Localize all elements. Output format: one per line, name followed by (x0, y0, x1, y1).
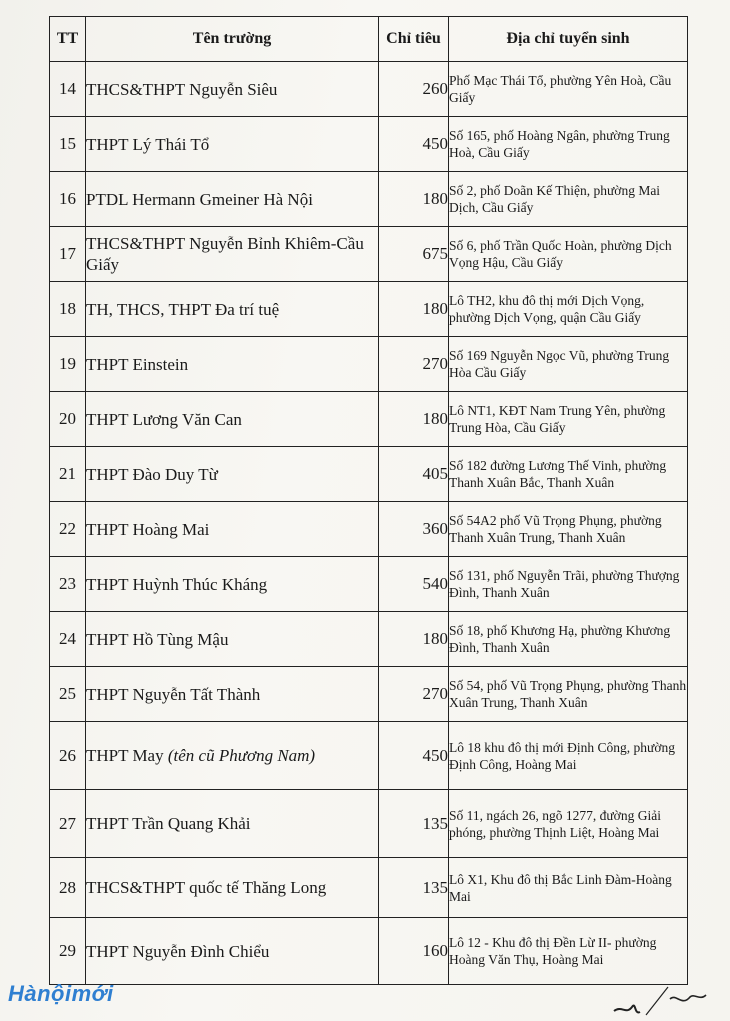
address-cell: Số 54, phố Vũ Trọng Phụng, phường Thanh Xuân Trung, Thanh Xuân (449, 667, 688, 722)
address-cell: Phố Mạc Thái Tổ, phường Yên Hoà, Cầu Giấy (449, 62, 688, 117)
table-row (50, 918, 688, 985)
address-cell: Số 11, ngách 26, ngõ 1277, đường Giải phóng, phường Thịnh Liệt, Hoàng Mai (449, 790, 688, 858)
quota-cell: 135 (379, 790, 449, 858)
row-number: 20 (50, 392, 86, 447)
quota-cell: 180 (379, 282, 449, 337)
address-cell: Số 2, phố Doãn Kế Thiện, phường Mai Dịch, Cầu Giấy (449, 172, 688, 227)
signature-mark (610, 985, 720, 1019)
header-quota: Chỉ tiêu (379, 17, 449, 62)
table-row (50, 337, 688, 392)
quota-cell: 160 (379, 918, 449, 985)
table-row (50, 557, 688, 612)
row-number: 18 (50, 282, 86, 337)
school-name: THPT Nguyễn Tất Thành (86, 684, 261, 704)
school-name: THPT Hồ Tùng Mậu (86, 629, 229, 649)
school-name: PTDL Hermann Gmeiner Hà Nội (86, 189, 313, 209)
row-number: 17 (50, 227, 86, 282)
table-header-row (50, 17, 688, 62)
table-row (50, 227, 688, 282)
row-number: 26 (50, 722, 86, 790)
school-name-cell (86, 557, 379, 612)
table-row (50, 858, 688, 918)
quota-cell: 180 (379, 392, 449, 447)
table-row (50, 502, 688, 557)
quota-cell: 675 (379, 227, 449, 282)
table-row (50, 282, 688, 337)
school-name-cell (86, 392, 379, 447)
school-name-cell (86, 227, 379, 282)
table-row (50, 62, 688, 117)
address-cell: Số 165, phố Hoàng Ngân, phường Trung Hoà, Cầu Giấy (449, 117, 688, 172)
hanoimoi-watermark-logo (8, 981, 114, 1007)
school-name: THPT Nguyễn Đình Chiểu (86, 941, 270, 961)
header-address: Địa chỉ tuyển sinh (449, 17, 688, 62)
school-name-cell (86, 918, 379, 985)
row-number: 22 (50, 502, 86, 557)
address-cell: Số 182 đường Lương Thế Vinh, phường Thanh Xuân Bắc, Thanh Xuân (449, 447, 688, 502)
school-name: THPT Huỳnh Thúc Kháng (86, 574, 268, 594)
row-number: 24 (50, 612, 86, 667)
school-name-cell (86, 502, 379, 557)
school-name: THPT Đào Duy Từ (86, 464, 218, 484)
row-number: 16 (50, 172, 86, 227)
school-name: TH, THCS, THPT Đa trí tuệ (86, 299, 280, 319)
school-name-cell (86, 612, 379, 667)
row-number: 29 (50, 918, 86, 985)
row-number: 27 (50, 790, 86, 858)
address-cell: Số 6, phố Trần Quốc Hoàn, phường Dịch Vọng Hậu, Cầu Giấy (449, 227, 688, 282)
school-name-cell (86, 282, 379, 337)
quota-cell: 260 (379, 62, 449, 117)
quota-cell: 405 (379, 447, 449, 502)
school-name-cell (86, 447, 379, 502)
school-name-cell (86, 117, 379, 172)
row-number: 25 (50, 667, 86, 722)
header-school-name: Tên trường (86, 17, 379, 62)
quota-cell: 540 (379, 557, 449, 612)
school-name-cell (86, 790, 379, 858)
address-cell: Lô TH2, khu đô thị mới Dịch Vọng, phường Dịch Vọng, quận Cầu Giấy (449, 282, 688, 337)
table-row (50, 392, 688, 447)
school-name: THPT Trần Quang Khải (86, 814, 251, 833)
row-number: 19 (50, 337, 86, 392)
row-number: 23 (50, 557, 86, 612)
table-row (50, 722, 688, 790)
school-name-cell (86, 62, 379, 117)
address-cell: Lô X1, Khu đô thị Bắc Linh Đàm-Hoàng Mai (449, 858, 688, 918)
table-row (50, 667, 688, 722)
quota-cell: 360 (379, 502, 449, 557)
address-cell: Lô 12 - Khu đô thị Đền Lừ II- phường Hoàng Văn Thụ, Hoàng Mai (449, 918, 688, 985)
school-name-cell (86, 722, 379, 790)
school-name-cell (86, 858, 379, 918)
table-row (50, 447, 688, 502)
school-name: THPT Hoàng Mai (86, 519, 210, 539)
address-cell: Số 131, phố Nguyễn Trãi, phường Thượng Đình, Thanh Xuân (449, 557, 688, 612)
school-name: THCS&THPT Nguyễn Bỉnh Khiêm-Cầu Giấy (86, 234, 364, 274)
table-body (50, 62, 688, 985)
quota-cell: 450 (379, 117, 449, 172)
table-row (50, 172, 688, 227)
header-tt: TT (50, 17, 86, 62)
school-name: THPT Lương Văn Can (86, 409, 242, 429)
school-former-name: (tên cũ Phương Nam) (167, 746, 316, 765)
address-cell: Số 169 Nguyễn Ngọc Vũ, phường Trung Hòa Cầu Giấy (449, 337, 688, 392)
row-number: 21 (50, 447, 86, 502)
address-cell: Lô NT1, KĐT Nam Trung Yên, phường Trung Hòa, Cầu Giấy (449, 392, 688, 447)
address-cell: Số 54A2 phố Vũ Trọng Phụng, phường Thanh Xuân Trung, Thanh Xuân (449, 502, 688, 557)
table-row (50, 612, 688, 667)
row-number: 15 (50, 117, 86, 172)
schools-table (49, 16, 688, 985)
school-name: THPT May (86, 746, 164, 765)
school-name: THCS&THPT quốc tế Thăng Long (86, 878, 327, 897)
school-name-cell (86, 172, 379, 227)
quota-cell: 270 (379, 337, 449, 392)
school-name: THPT Einstein (86, 354, 189, 374)
school-name-cell (86, 667, 379, 722)
school-name-cell (86, 337, 379, 392)
address-cell: Lô 18 khu đô thị mới Định Công, phường Định Công, Hoàng Mai (449, 722, 688, 790)
quota-cell: 270 (379, 667, 449, 722)
school-name: THPT Lý Thái Tổ (86, 134, 210, 154)
address-cell: Số 18, phố Khương Hạ, phường Khương Đình, Thanh Xuân (449, 612, 688, 667)
table-row (50, 117, 688, 172)
quota-cell: 450 (379, 722, 449, 790)
row-number: 14 (50, 62, 86, 117)
quota-cell: 135 (379, 858, 449, 918)
row-number: 28 (50, 858, 86, 918)
school-name: THCS&THPT Nguyễn Siêu (86, 79, 278, 99)
quota-cell: 180 (379, 172, 449, 227)
watermark-text: Hànộimới (8, 981, 114, 1006)
table-row (50, 790, 688, 858)
quota-cell: 180 (379, 612, 449, 667)
